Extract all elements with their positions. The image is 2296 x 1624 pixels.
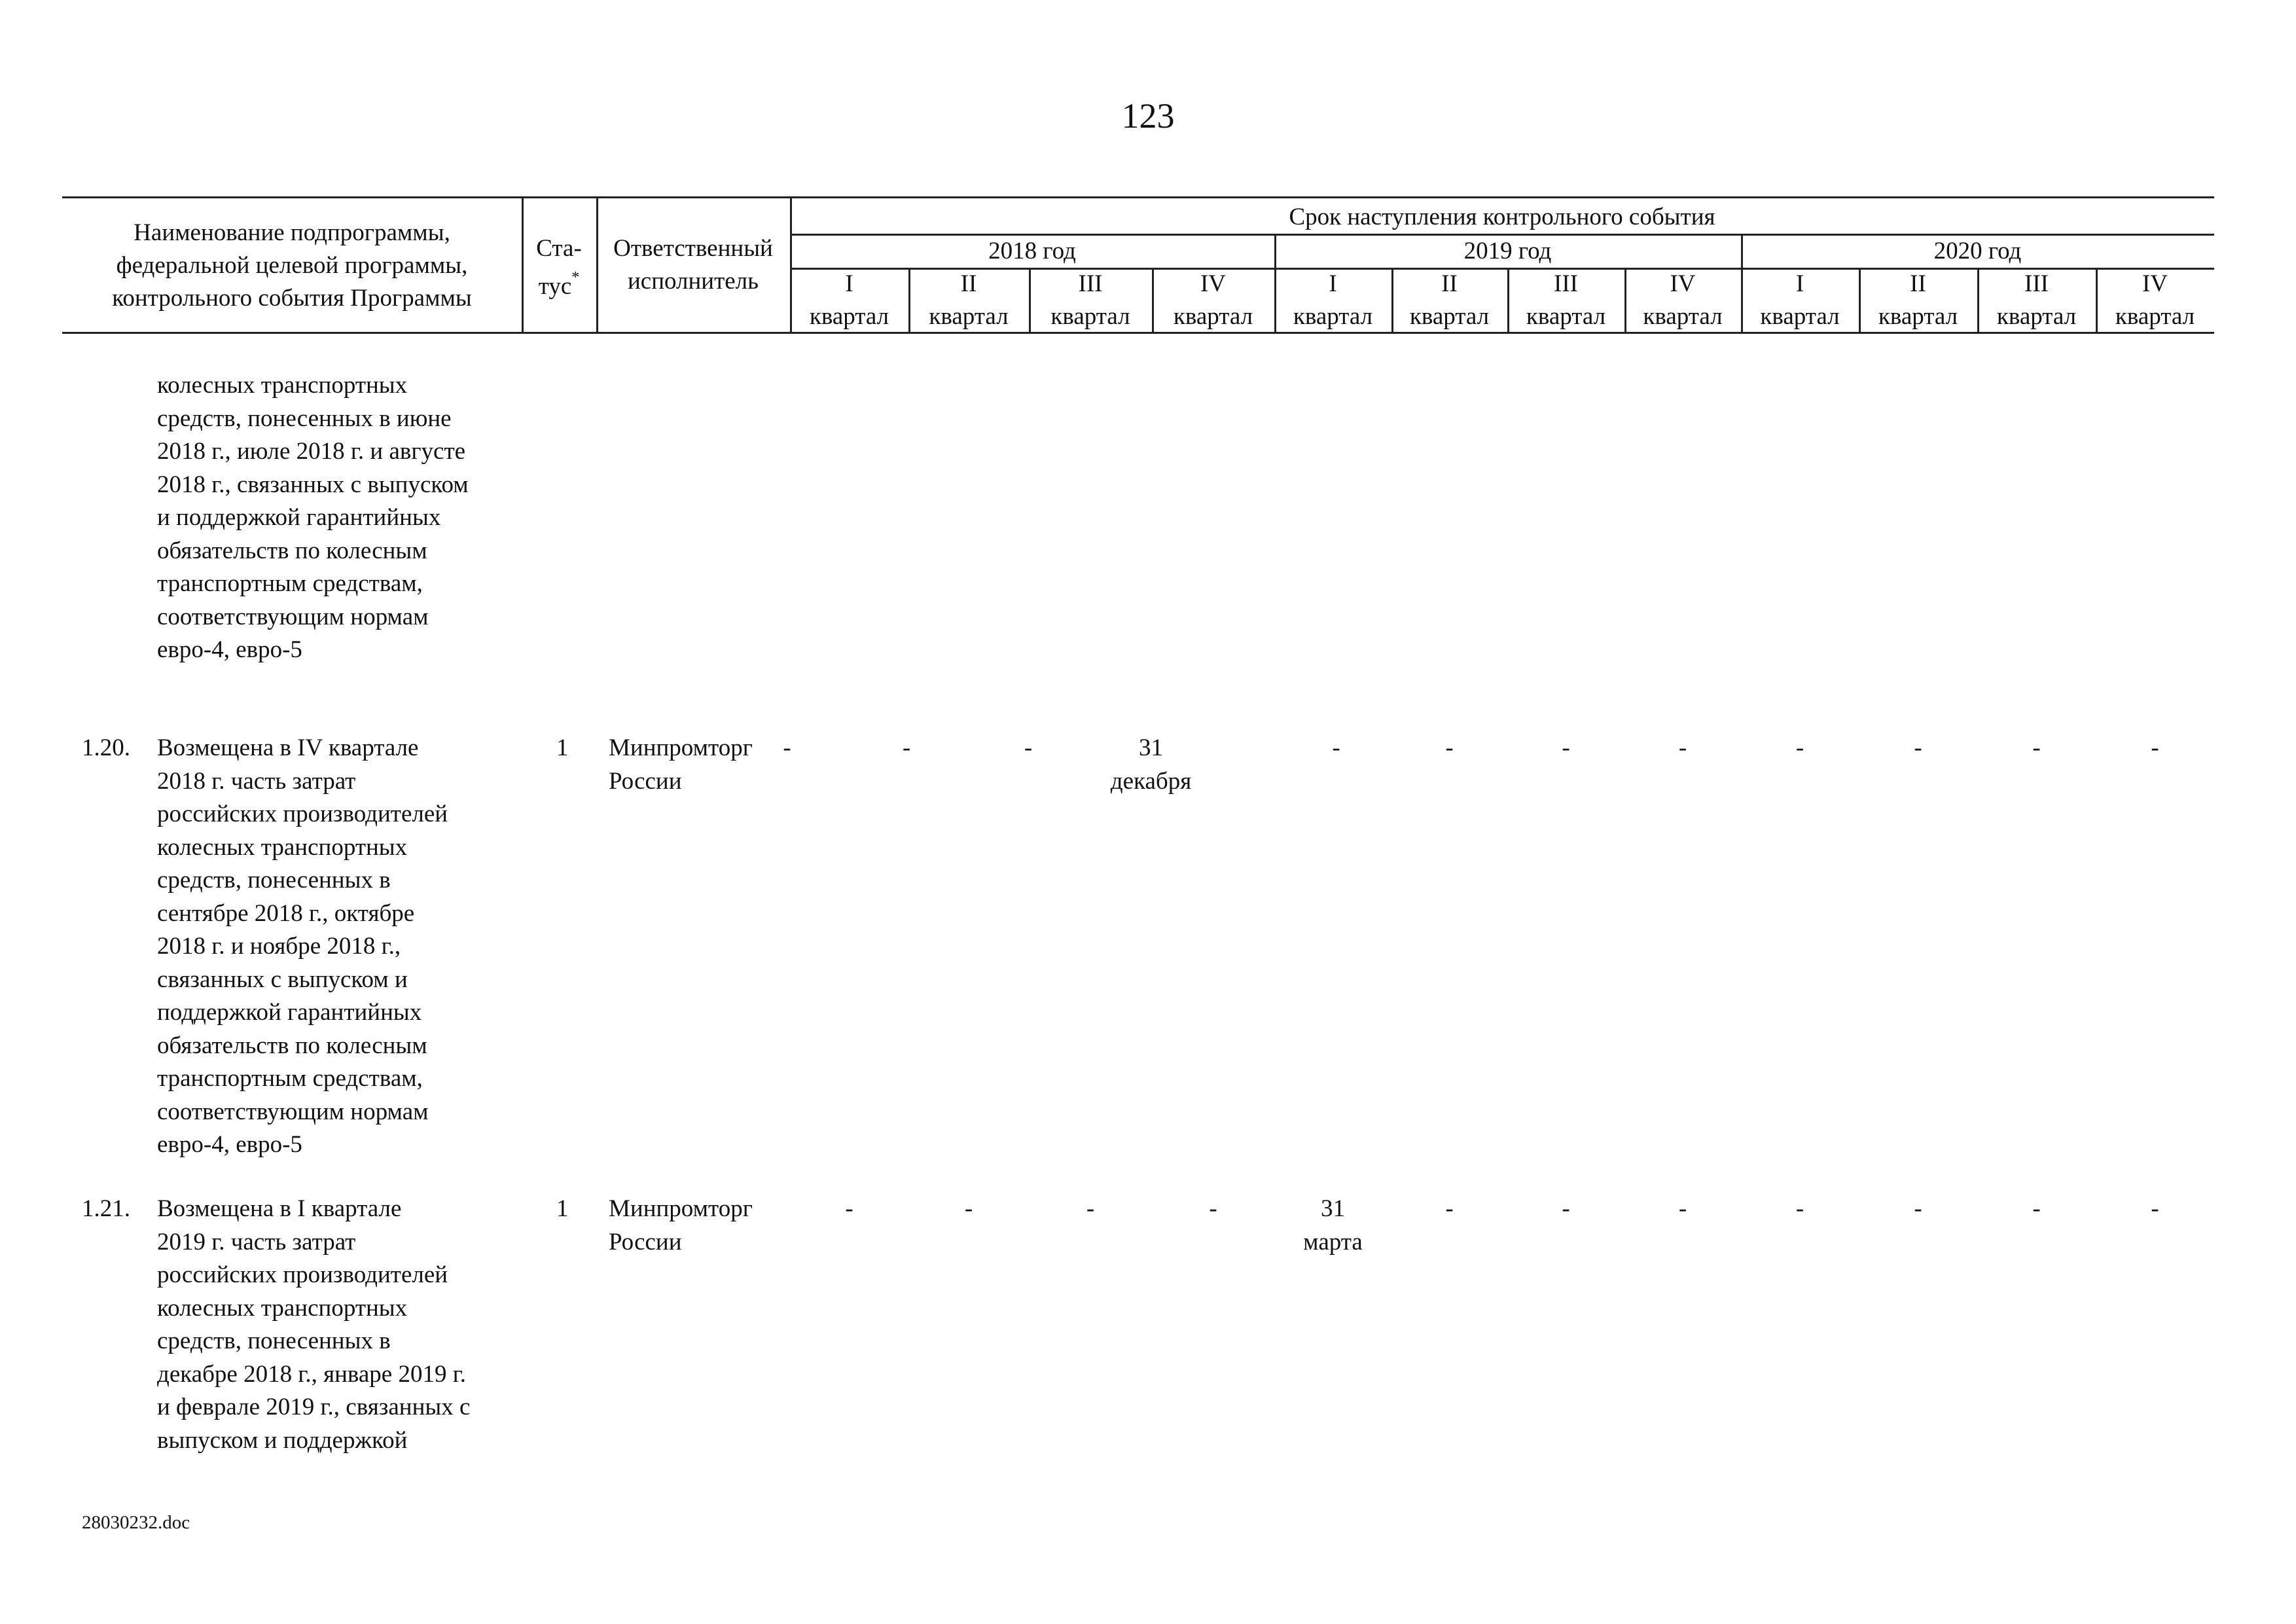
quarter-label: квартал bbox=[1996, 303, 2077, 330]
header-quarter bbox=[1859, 268, 1977, 333]
header-quarter bbox=[2096, 268, 2214, 333]
row-quarter-value: - bbox=[1445, 1195, 1454, 1222]
row-quarter-value: - bbox=[1562, 1195, 1570, 1222]
quarter-number: I bbox=[1795, 270, 1804, 297]
row-text: Возмещена в I квартале 2019 г. часть затрат российских производителей колесных транспортных средств, понесенных в декабре 2018 г., январе 2019 г. и феврале 2019 г., связанных с выпуском и поддержкой bbox=[157, 1195, 471, 1454]
header-quarter bbox=[1624, 268, 1741, 333]
footer-filename: 28030232.doc bbox=[82, 1512, 190, 1533]
header-year-2018: 2018 год bbox=[988, 238, 1076, 264]
row-quarter-value: - bbox=[1024, 734, 1033, 761]
row-quarter-value: - bbox=[1914, 734, 1922, 761]
quarter-label: квартал bbox=[2115, 303, 2195, 330]
quarter-number: II bbox=[1910, 270, 1926, 297]
quarter-label: квартал bbox=[1173, 303, 1253, 330]
row-quarter-value: - bbox=[2151, 734, 2159, 761]
header-year-2019: 2019 год bbox=[1463, 238, 1552, 264]
row-quarter-value: 31 декабря bbox=[1110, 734, 1192, 795]
row-quarter-value: - bbox=[1678, 1195, 1687, 1222]
quarter-label: квартал bbox=[1050, 303, 1130, 330]
quarter-number: IV bbox=[2142, 270, 2168, 297]
quarter-number: I bbox=[845, 270, 853, 297]
header-status-column bbox=[522, 232, 596, 303]
header-name-column: Наименование подпрограммы, федеральной целевой программы, контрольного события Программы bbox=[112, 219, 472, 312]
quarter-label: квартал bbox=[1526, 303, 1606, 330]
table-header bbox=[62, 196, 2214, 334]
quarter-number: IV bbox=[1200, 270, 1227, 297]
header-year-2020: 2020 год bbox=[1933, 238, 2022, 264]
header-deadline-column: Срок наступления контрольного события bbox=[1289, 204, 1715, 230]
row-executor: Минпромторг России bbox=[609, 1195, 753, 1255]
quarter-label: квартал bbox=[1878, 303, 1958, 330]
row-quarter-value: - bbox=[1209, 1195, 1217, 1222]
continuation-text: колесных транспортных средств, понесенных в июне 2018 г., июле 2018 г. и августе 2018 г., связанных с выпуском и поддержкой гарантийных обязательств по колесным транспортным средствам, соответствующим нормам евро-4, евро-5 bbox=[157, 372, 469, 663]
row-quarter-value: - bbox=[2032, 1195, 2041, 1222]
quarter-label: квартал bbox=[929, 303, 1009, 330]
row-quarter-value: - bbox=[964, 1195, 973, 1222]
header-quarter bbox=[1391, 268, 1507, 333]
row-quarter-value: - bbox=[1914, 1195, 1922, 1222]
header-quarter bbox=[1029, 268, 1152, 333]
header-quarter bbox=[908, 268, 1029, 333]
row-number: 1.21. bbox=[82, 1195, 130, 1222]
quarter-label: квартал bbox=[809, 303, 889, 330]
row-status: 1 bbox=[556, 1195, 569, 1222]
row-quarter-value: - bbox=[2032, 734, 2041, 761]
row-quarter-value: - bbox=[1562, 734, 1570, 761]
row-status: 1 bbox=[556, 734, 569, 761]
header-status-line1: Ста- bbox=[536, 235, 582, 262]
quarter-number: III bbox=[2024, 270, 2049, 297]
quarter-number: III bbox=[1554, 270, 1578, 297]
row-quarter-value: - bbox=[902, 734, 911, 761]
row-quarter-value: 31 марта bbox=[1303, 1195, 1363, 1255]
quarter-label: квартал bbox=[1293, 303, 1373, 330]
header-status-mark: * bbox=[571, 269, 580, 286]
row-quarter-value: - bbox=[1332, 734, 1340, 761]
header-quarter bbox=[790, 268, 908, 333]
quarter-number: I bbox=[1329, 270, 1337, 297]
row-quarter-value: - bbox=[1086, 1195, 1095, 1222]
row-quarter-value: - bbox=[783, 734, 791, 761]
quarter-number: II bbox=[960, 270, 977, 297]
page-number: 123 bbox=[1121, 96, 1175, 135]
quarter-label: квартал bbox=[1760, 303, 1840, 330]
quarter-number: III bbox=[1078, 270, 1103, 297]
header-quarter bbox=[1152, 268, 1274, 333]
quarter-number: IV bbox=[1670, 270, 1696, 297]
header-status-line2-text: тус bbox=[538, 273, 572, 300]
header-quarter bbox=[1507, 268, 1624, 333]
header-status-line2 bbox=[522, 261, 596, 303]
row-number: 1.20. bbox=[82, 734, 130, 761]
header-quarter bbox=[1977, 268, 2096, 333]
quarter-label: квартал bbox=[1643, 303, 1723, 330]
row-quarter-value: - bbox=[2151, 1195, 2159, 1222]
header-quarter bbox=[1274, 268, 1391, 333]
row-quarter-value: - bbox=[1678, 734, 1687, 761]
row-quarter-value: - bbox=[1445, 734, 1454, 761]
row-text: Возмещена в IV квартале 2018 г. часть затрат российских производителей колесных транспортных средств, понесенных в сентябре 2018 г., октябре 2018 г. и ноябре 2018 г., связанных с выпуском и поддержкой гарантийных обязательств по колесным транспортным средствам, соответствующим нормам евро-4, евро-5 bbox=[157, 734, 448, 1158]
row-executor: Минпромторг России bbox=[609, 734, 753, 795]
header-quarter bbox=[1741, 268, 1859, 333]
row-quarter-value: - bbox=[1795, 734, 1804, 761]
row-quarter-value: - bbox=[1795, 1195, 1804, 1222]
quarter-label: квартал bbox=[1409, 303, 1490, 330]
header-executor-column: Ответственный исполнитель bbox=[613, 235, 773, 295]
row-quarter-value: - bbox=[845, 1195, 853, 1222]
quarter-number: II bbox=[1441, 270, 1458, 297]
